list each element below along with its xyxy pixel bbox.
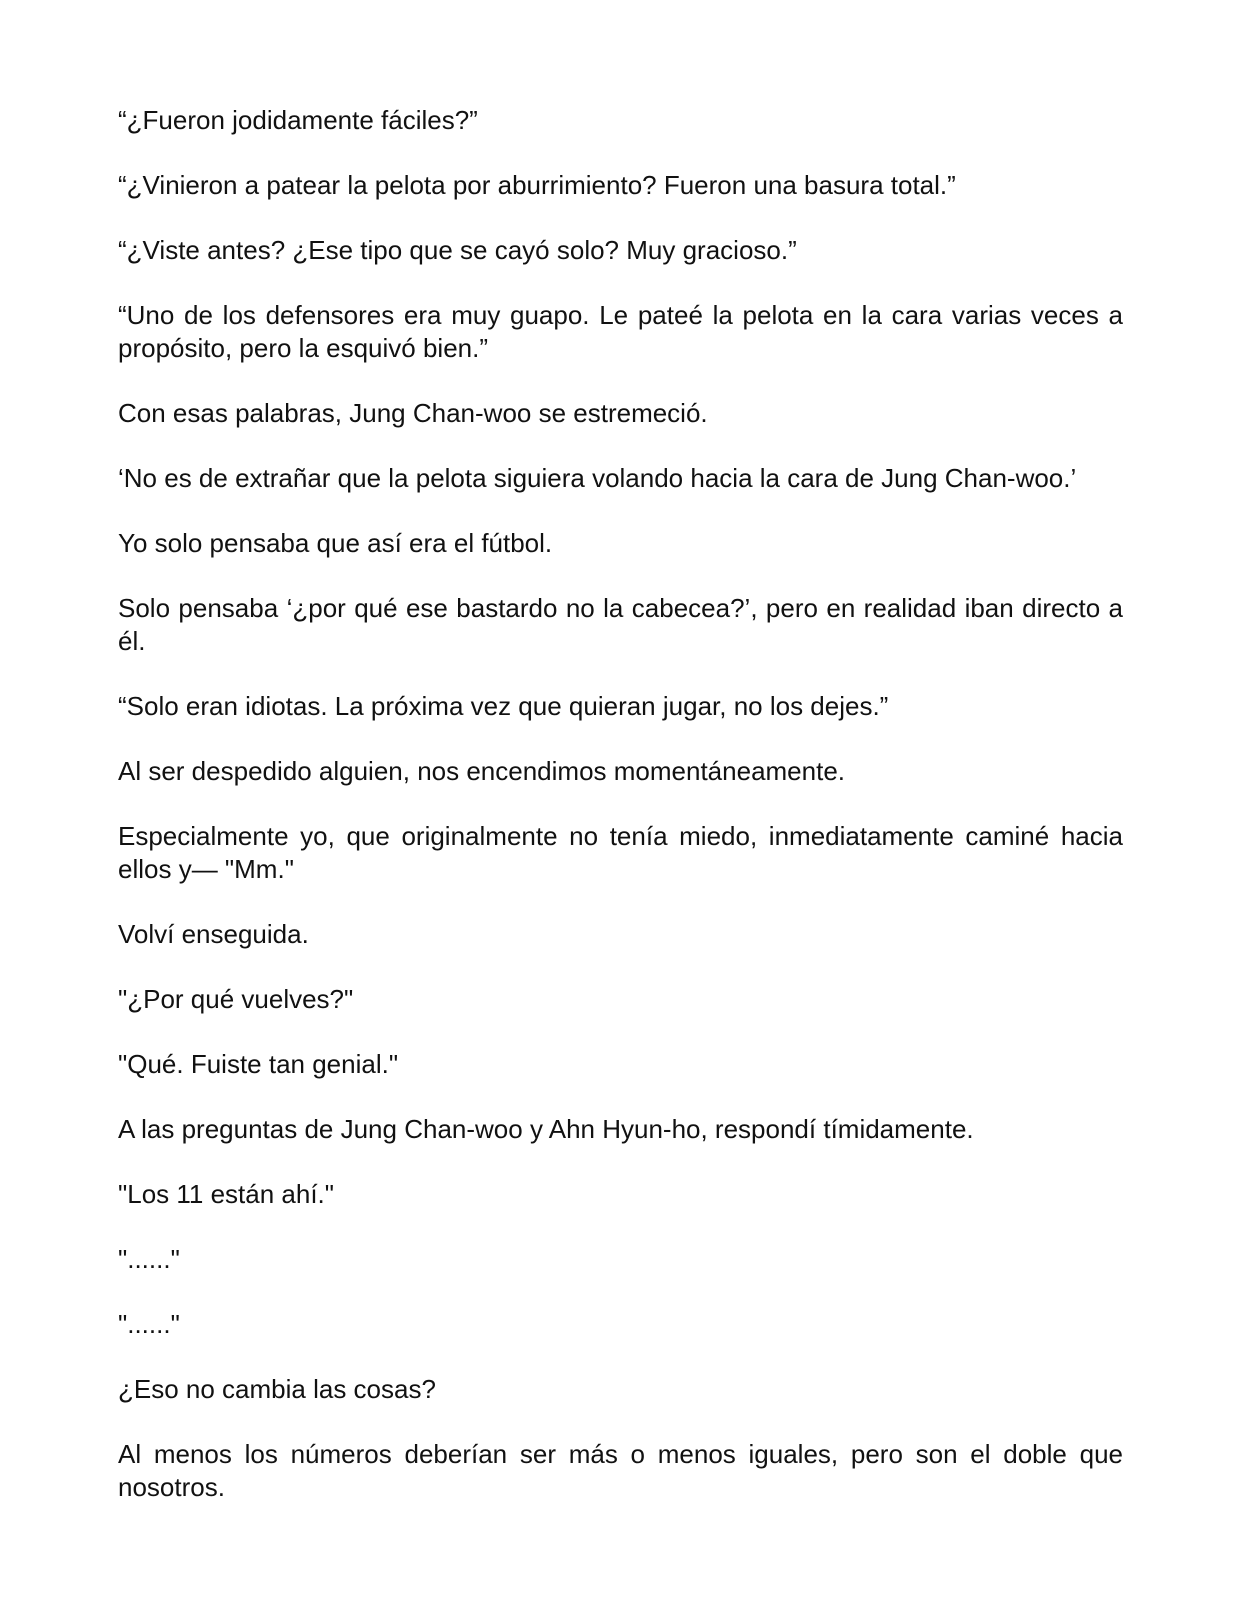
- paragraph: Volví enseguida.: [118, 919, 309, 949]
- paragraph: "Qué. Fuiste tan genial.": [118, 1049, 399, 1079]
- paragraph: Al menos los números deberían ser más o menos iguales, pero son el doble que nosotros.: [118, 1439, 1123, 1502]
- paragraph: “¿Viste antes? ¿Ese tipo que se cayó solo? Muy gracioso.”: [118, 235, 797, 265]
- paragraph: ¿Eso no cambia las cosas?: [118, 1374, 436, 1404]
- paragraph: Yo solo pensaba que así era el fútbol.: [118, 528, 553, 558]
- paragraph: “Uno de los defensores era muy guapo. Le pateé la pelota en la cara varias veces a propósito, pero la esquivó bien.”: [118, 300, 1123, 363]
- document-body: [118, 104, 1123, 1504]
- paragraph: Solo pensaba ‘¿por qué ese bastardo no la cabecea?’, pero en realidad iban directo a él.: [118, 593, 1123, 656]
- paragraph: "......": [118, 1244, 180, 1274]
- paragraph: Especialmente yo, que originalmente no tenía miedo, inmediatamente caminé hacia ellos y— "Mm.": [118, 821, 1123, 884]
- paragraph: Con esas palabras, Jung Chan-woo se estremeció.: [118, 398, 708, 428]
- paragraph: “Solo eran idiotas. La próxima vez que quieran jugar, no los dejes.”: [118, 691, 889, 721]
- paragraph: “¿Fueron jodidamente fáciles?”: [118, 105, 478, 135]
- paragraph: "Los 11 están ahí.": [118, 1179, 335, 1209]
- paragraph: ‘No es de extrañar que la pelota siguiera volando hacia la cara de Jung Chan-woo.’: [118, 463, 1077, 493]
- paragraph: A las preguntas de Jung Chan-woo y Ahn Hyun-ho, respondí tímidamente.: [118, 1114, 974, 1144]
- paragraph: “¿Vinieron a patear la pelota por aburrimiento? Fueron una basura total.”: [118, 170, 956, 200]
- paragraph: "......": [118, 1309, 180, 1339]
- paragraph: "¿Por qué vuelves?": [118, 984, 354, 1014]
- paragraph: Al ser despedido alguien, nos encendimos momentáneamente.: [118, 756, 846, 786]
